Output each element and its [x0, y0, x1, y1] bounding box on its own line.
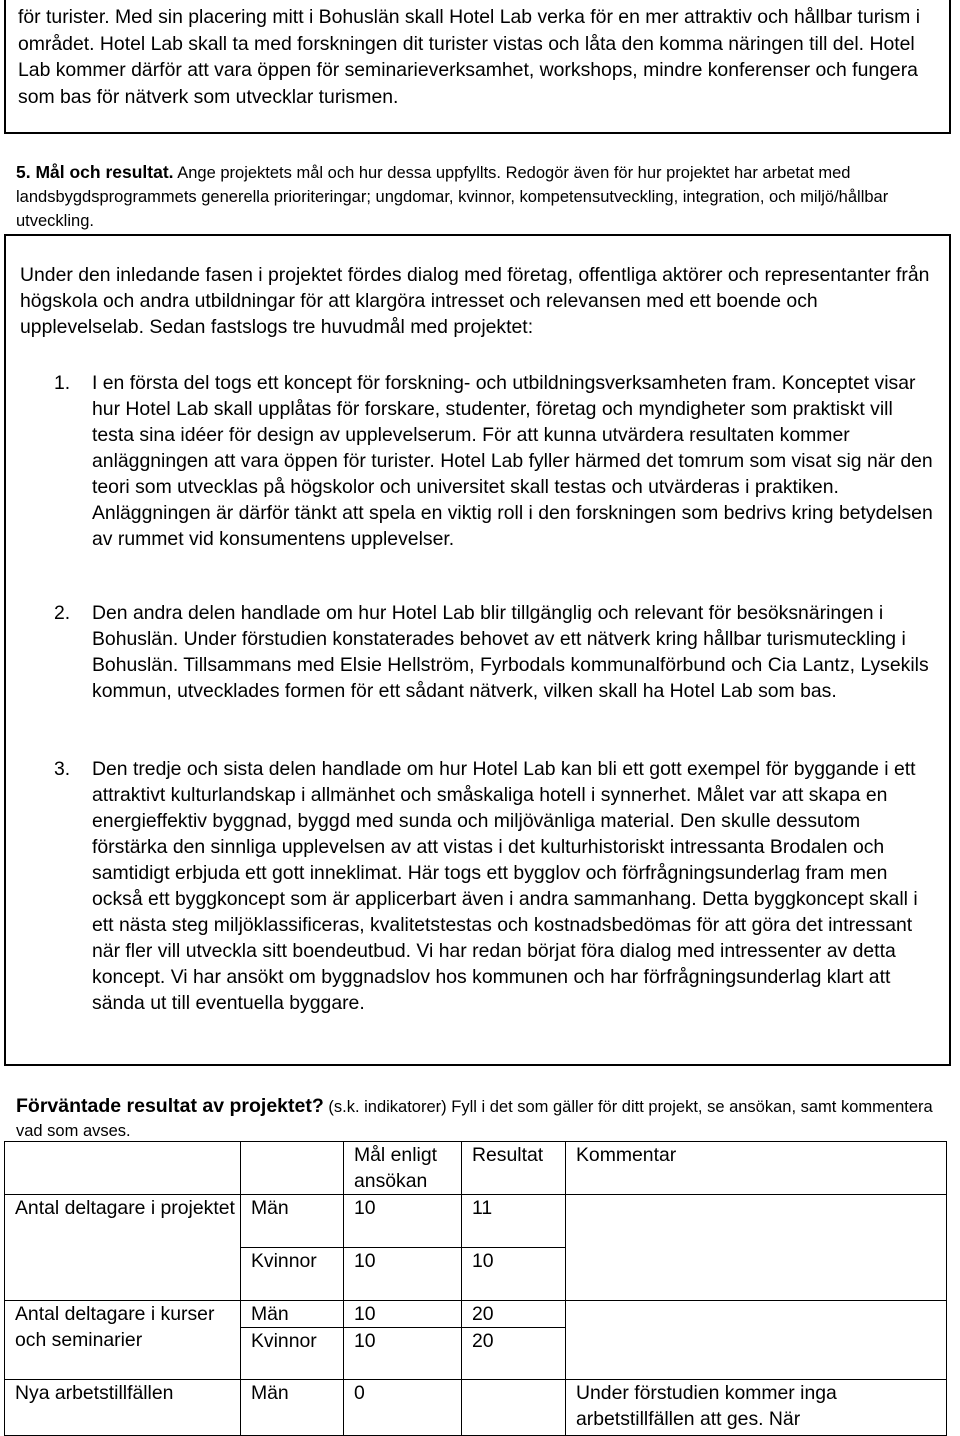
header-cell-comment: Kommentar [566, 1142, 947, 1195]
result-cell: 20 [462, 1328, 566, 1380]
header-cell [241, 1142, 344, 1195]
goal-number: 1. [54, 372, 71, 394]
result-cell [462, 1380, 566, 1436]
section-5-heading [16, 160, 936, 233]
results-note: (s.k. indikatorer) [328, 1098, 447, 1116]
goal-cell: 10 [344, 1328, 462, 1380]
goal-item-1 [20, 370, 940, 552]
goal-cell: 10 [344, 1301, 462, 1328]
header-cell [5, 1142, 241, 1195]
goal-cell: 10 [344, 1248, 462, 1301]
table-row [5, 1380, 947, 1436]
goal-cell: 10 [344, 1195, 462, 1248]
section-5-instruction: Ange projektets mål och hur dessa uppfyllts. [177, 164, 501, 182]
comment-cell: Under förstudien kommer inga arbetstillfällen att ges. När [566, 1380, 947, 1436]
comment-cell [566, 1195, 947, 1301]
goal-text: Den tredje och sista delen handlade om hur Hotel Lab kan bli ett gott exempel för byggande i ett attraktivt kulturlandskap i allmänhet och småskaliga hotell i synnerhet. Målet var att skapa en energieffektiv byggnad, byggd med sunda och miljövänliga material. Den skulle dessutom förstärka den sinnliga upplevelsen av att vistas i det kulturhistoriskt intressanta Brodalen och samtidigt erbjuda ett gott inneklimat. Här togs ett bygglov och förfrågningsunderlag fram men också ett byggkoncept som är applicerbart även i andra sammanhang. Detta byggkoncept skall i ett nästa steg miljöklassificeras, kvalitetstestas och kostnadsbedömas för att göra det intressant när fler vill utveckla sitt boendeutbud. Vi har redan börjat föra dialog med intressenter av detta koncept. Vi har ansökt om byggnadslov hos kommunen och har förfrågningsunderlag klart att sända ut till eventuella byggare. [92, 758, 918, 1014]
results-heading [16, 1094, 936, 1143]
gender-cell: Män [241, 1380, 344, 1436]
results-instruction: Fyll i det som gäller för ditt projekt, se ansökan, samt kommentera vad som avses. [16, 1098, 933, 1140]
results-table [4, 1141, 947, 1436]
goal-item-2 [20, 600, 940, 704]
comment-cell [566, 1301, 947, 1380]
header-cell-goal: Mål enligt ansökan [344, 1142, 462, 1195]
goal-number: 2. [54, 602, 71, 624]
previous-section-text: för turister. Med sin placering mitt i Bohuslän skall Hotel Lab verka för en mer attraktiv och hållbar turism i området. Hotel Lab skall ta med forskningen dit turister vistas och låta den komma näringen till del. Hotel Lab kommer därför att vara öppen för seminarieverksamhet, workshops, mindre konferenser och fungera som bas för nätverk som utvecklar turismen. [18, 6, 921, 108]
previous-section-box [4, 0, 951, 134]
goal-number: 3. [54, 758, 71, 780]
table-header-row [5, 1142, 947, 1195]
result-cell: 20 [462, 1301, 566, 1328]
row-label: Antal deltagare i kurser och seminarier [5, 1301, 241, 1380]
header-cell-result: Resultat [462, 1142, 566, 1195]
goal-text: I en första del togs ett koncept för forskning- och utbildningsverksamheten fram. Konceptet visar hur Hotel Lab skall upplåtas för forskare, studenter, företag och myndigheter som praktiskt vill testa sina idéer för design av upplevelserum. För att kunna utvärdera resultaten kommer anläggningen att vara öppen för turister. Hotel Lab fyller härmed det tomrum som visat sig när den teori som utvecklas på högskolor och universitet skall testas och utvärderas i praktiken. Anläggningen är därför tänkt att spela en viktig roll i den forskningen som bedrivs kring betydelsen av rummet vid konsumentens upplevelser. [92, 372, 933, 550]
table-row [5, 1195, 947, 1248]
result-cell: 11 [462, 1195, 566, 1248]
section-5-title: 5. Mål och resultat. [16, 162, 174, 182]
goal-cell: 0 [344, 1380, 462, 1436]
row-label: Nya arbetstillfällen [5, 1380, 241, 1436]
gender-cell: Kvinnor [241, 1328, 344, 1380]
goal-item-3 [20, 756, 940, 1016]
goals-answer-box [4, 234, 951, 1066]
result-cell: 10 [462, 1248, 566, 1301]
goals-intro: Under den inledande fasen i projektet fördes dialog med företag, offentliga aktörer och representanter från högskola och andra utbildningar för att klargöra intresset och relevansen med ett boende och upplevelselab. Sedan fastslogs tre huvudmål med projektet: [20, 264, 930, 338]
results-title: Förväntade resultat av projektet? [16, 1095, 324, 1117]
goal-text: Den andra delen handlade om hur Hotel Lab blir tillgänglig och relevant för besöksnäringen i Bohuslän. Under förstudien konstaterades behovet av ett nätverk kring hållbar turismuteckling i Bohuslän. Tillsammans med Elsie Hellström, Fyrbodals kommunalförbund och Cia Lantz, Lysekils kommun, utvecklades formen för ett sådant nätverk, vilken skall ha Hotel Lab som bas. [92, 602, 929, 702]
table-row [5, 1301, 947, 1328]
gender-cell: Män [241, 1301, 344, 1328]
row-label: Antal deltagare i projektet [5, 1195, 241, 1301]
gender-cell: Kvinnor [241, 1248, 344, 1301]
section-5-instruction-rest: Redogör även för hur projektet har arbetat med landsbygdsprogrammets generella prioriteringar; ungdomar, kvinnor, kompetensutveckling, integration, och miljö/hållbar utveckling. [16, 164, 889, 230]
gender-cell: Män [241, 1195, 344, 1248]
